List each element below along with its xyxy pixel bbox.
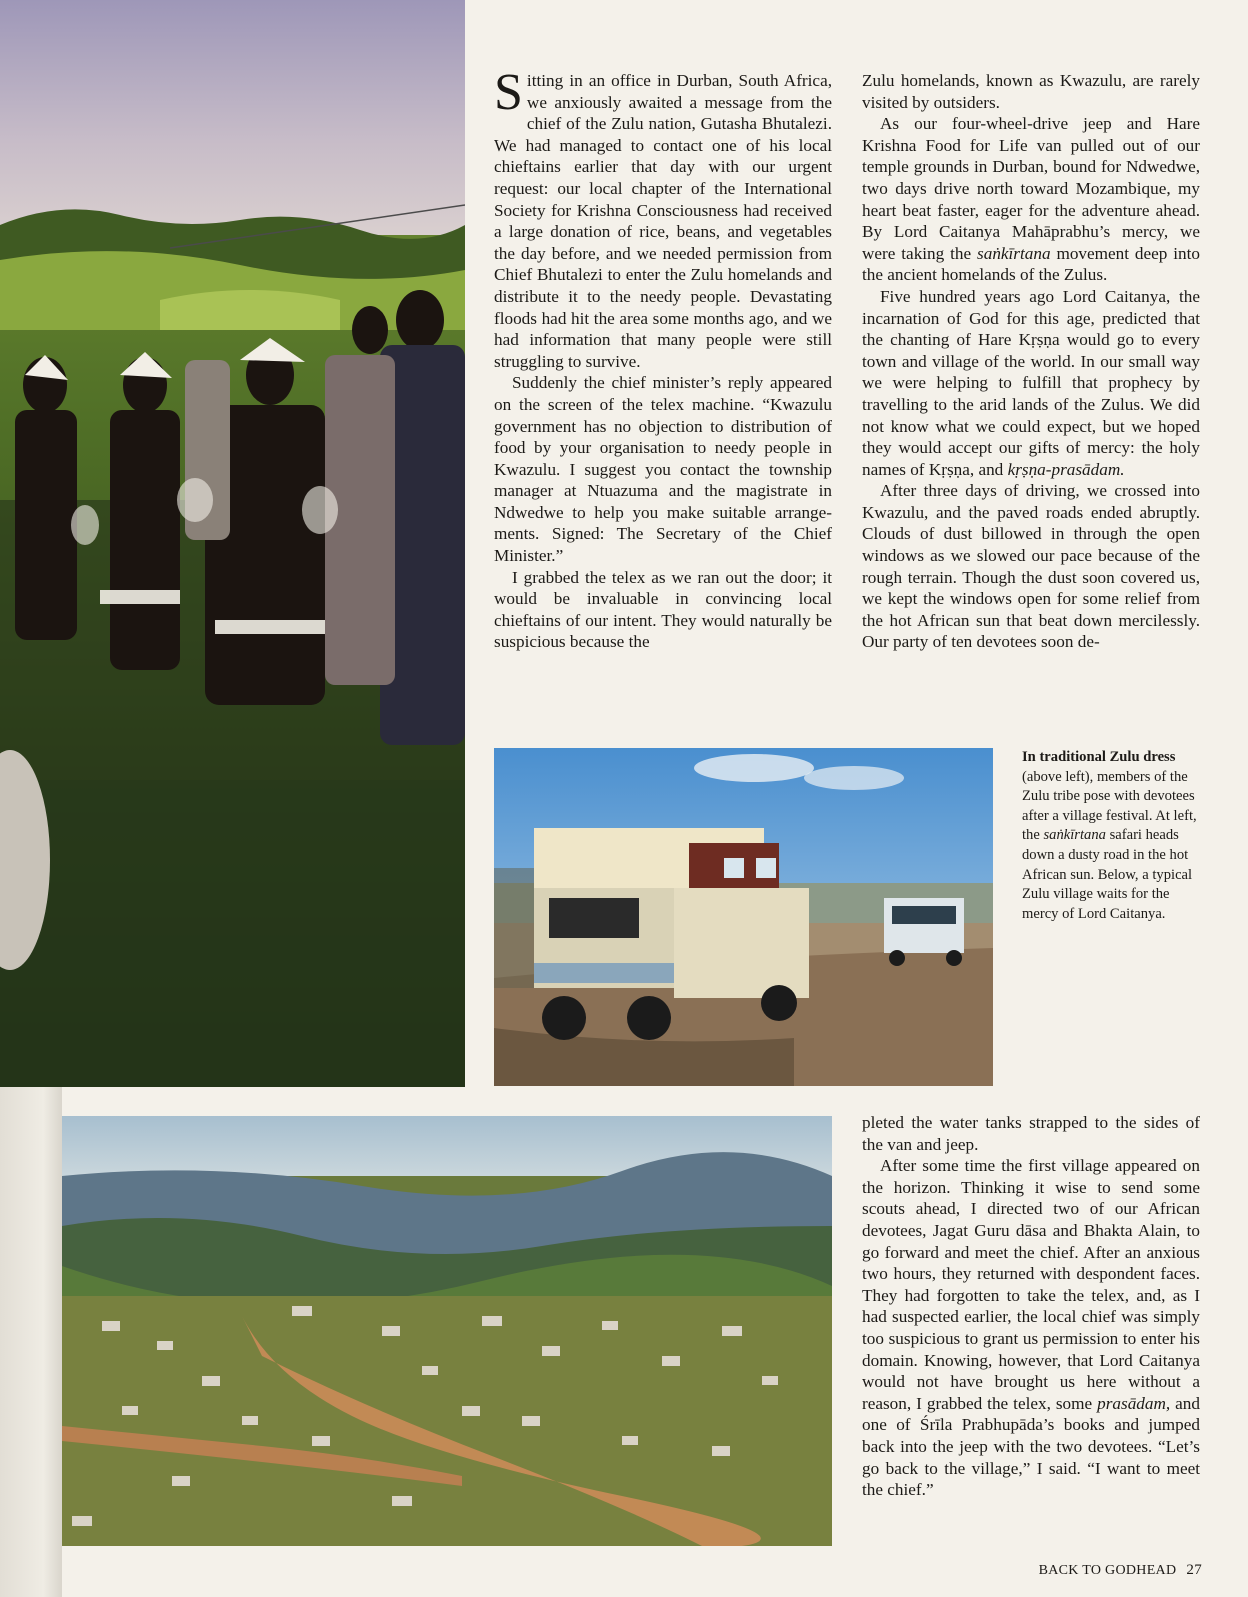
caption-text: (above left), members of the Zulu tribe pose with devotees after a village festival. At left, the bbox=[1022, 768, 1197, 844]
article-paragraph: Suddenly the chief minister’s reply appeared on the screen of the telex machine. “Kwazulu government has no objection to distribution of food by your organisation to needy people in Kwazulu. I suggest you contact the township manager at Ntuazuma and the magistrate in Ndwedwe to help you make suitable arrangements. Signed: The Secretary of the Chief Minister.” bbox=[494, 373, 832, 566]
article-paragraph: I grabbed the telex as we ran out the door; it would be invaluable in convincing local chieftains of our intent. They would naturally be suspicious because the bbox=[494, 567, 832, 652]
paragraph-text: Five hundred years ago Lord Caitanya, the incarnation of God for this age, predicted that the chanting of Hare Kṛṣṇa would go to every town and village of the world. In our small way we were helping to fulfill that prophecy by travelling to the arid lands of the Zulus. We did not know what we could expect, but we hoped they would accept our gifts of mercy: the holy names of Kṛṣṇa, and bbox=[862, 286, 1200, 479]
italic-term: saṅkīrtana bbox=[977, 243, 1051, 263]
paragraph-text: movement deep into the ancient homelands of the Zulus. bbox=[862, 243, 1200, 285]
article-column-3 bbox=[862, 1112, 1200, 1501]
drop-cap: S bbox=[494, 64, 523, 121]
article-paragraph: After three days of driving, we crossed into Kwazulu, and the paved roads ended abruptly. Clouds of dust billowed in through the open windows as we slowed our pace because of the rough terrain. Though the dust soon covered us, we kept the windows open for some relief from the hot African sun that beat down mercilessly. Our party of ten devotees soon de- bbox=[862, 481, 1200, 652]
article-paragraph: Zulu homelands, known as Kwazulu, are rarely visited by outsiders. bbox=[862, 71, 1200, 112]
van-and-jeep-photo bbox=[494, 748, 993, 1086]
caption-italic-term: saṅkīrtana bbox=[1043, 827, 1106, 844]
article-paragraph bbox=[862, 113, 1200, 286]
page-footer bbox=[1012, 1562, 1202, 1579]
caption-text: safari heads down a dusty road in the hot African sun. Below, a typical Zulu village waits for the mercy of Lord Caitanya. bbox=[1022, 827, 1193, 922]
paragraph-text: itting in an office in Durban, South Africa, we anxiously awaited a message from the chief of the Zulu nation, Gutasha Bhutalezi. We had managed to contact one of his local chieftains earlier that day with our urgent request: our local chapter of the International Society for Krishna Consciousness had received a large donation of rice, beans, and vegetables the day before, and we needed permission from Chief Bhutalezi to enter the Zulu homelands and distribute it to the needy people. Devastating floods had hit the area some months ago, and we had information that many people were still struggling to survive. bbox=[494, 71, 832, 371]
article-column-1 bbox=[494, 64, 832, 653]
magazine-name: BACK TO GODHEAD bbox=[1038, 1563, 1177, 1578]
italic-term: kṛṣṇa-prasādam. bbox=[1007, 459, 1125, 479]
paragraph-text: and one of Śrīla Prabhupāda’s books and jumped back into the jeep with the two devotees. “Let’s go back to the village,” I said. “I want to meet the chief.” bbox=[862, 1393, 1200, 1500]
zulu-dancers-photo bbox=[0, 0, 465, 1087]
article-paragraph: pleted the water tanks strapped to the sides of the van and jeep. bbox=[862, 1113, 1200, 1154]
article-paragraph bbox=[862, 286, 1200, 480]
article-paragraph bbox=[494, 64, 832, 372]
article-column-2 bbox=[862, 70, 1200, 653]
page-number: 27 bbox=[1186, 1562, 1202, 1578]
caption-lead: In traditional Zulu dress bbox=[1022, 749, 1176, 765]
italic-term: prasādam, bbox=[1097, 1393, 1171, 1413]
paragraph-text: After some time the first village appeared on the horizon. Thinking it wise to send some scouts ahead, I directed two of our African devotees, Jagat Guru dāsa and Bhakta Alain, to go forward and meet the chief. After an anxious two hours, they returned with despondent faces. They had forgotten to take the telex, and, as I had suspected earlier, the local chief was simply too suspicious to grant us permission to enter his domain. Knowing, however, that Lord Caitanya would not have brought us here without a reason, I grabbed the telex, some bbox=[862, 1156, 1200, 1413]
article-paragraph bbox=[862, 1155, 1200, 1501]
paragraph-text: As our four-wheel-drive jeep and Hare Krishna Food for Life van pulled out of our temple grounds in Durban, bound for Ndwedwe, two days drive north toward Mozambique, my heart beat faster, eager for the adventure ahead. By Lord Caitanya Mahāprabhu’s mercy, we were taking the bbox=[862, 114, 1200, 263]
zulu-village-photo bbox=[62, 1116, 832, 1546]
photo-caption bbox=[1022, 748, 1202, 924]
